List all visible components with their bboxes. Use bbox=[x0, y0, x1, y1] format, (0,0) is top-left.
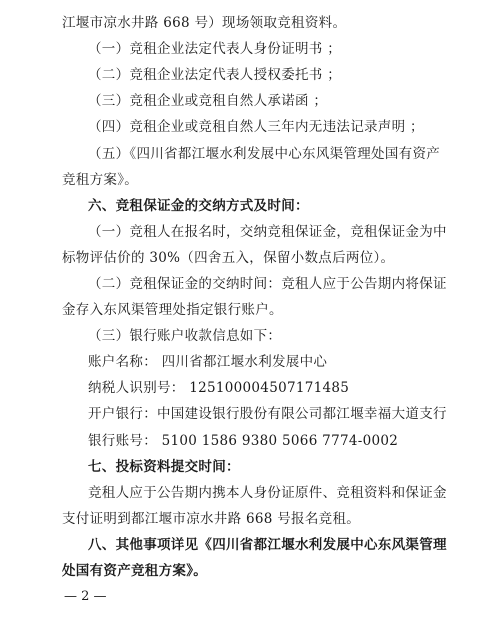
text-line: （一）竞租人在报名时，交纳竞租保证金，竞租保证金为中 bbox=[88, 223, 447, 240]
text-line: 竞租人应于公告期内携本人身份证原件、竞租资料和保证金 bbox=[88, 484, 447, 501]
text-line: （五）《四川省都江堰水利发展中心东风渠管理处国有资产 bbox=[88, 145, 441, 162]
section-heading: 八、其他事项详见《四川省都江堰水利发展中心东风渠管理 bbox=[88, 536, 447, 553]
text-line: 开户银行：中国建设银行股份有限公司都江堰幸福大道支行 bbox=[88, 406, 447, 423]
section-heading: 七、投标资料提交时间： bbox=[88, 458, 240, 475]
text-line: 金存入东风渠管理处指定银行账户。 bbox=[62, 302, 283, 318]
text-line: 标物评估价的 30%（四舍五入，保留小数点后两位）。 bbox=[62, 249, 395, 266]
text-line: 纳税人识别号： 125100004507171485 bbox=[88, 380, 350, 397]
text-line: （四）竞租企业或竞租自然人三年内无违法记录声明 ； bbox=[88, 119, 424, 136]
text-line: （二）竞租企业法定代表人授权委托书 ； bbox=[88, 67, 341, 84]
text-line: （一）竞租企业法定代表人身份证明书 ； bbox=[88, 41, 341, 58]
text-line: 竞租方案》。 bbox=[62, 171, 139, 188]
text-line: 支付证明到都江堰市凉水井路 668 号报名竞租。 bbox=[62, 510, 361, 527]
section-heading: 六、竞租保证金的交纳方式及时间： bbox=[88, 197, 309, 214]
text-line: 账户名称： 四川省都江堰水利发展中心 bbox=[88, 354, 328, 371]
text-line: 银行账号： 5100 1586 9380 5066 7774-0002 bbox=[88, 432, 399, 449]
text-line: （三）竞租企业或竞租自然人承诺函 ； bbox=[88, 93, 328, 110]
text-line: （二）竞租保证金的交纳时间：竞租人应于公告期内将保证 bbox=[88, 276, 447, 292]
text-line: 江堰市凉水井路 668 号）现场领取竞租资料。 bbox=[62, 15, 347, 31]
text-line: （三）银行账户收款信息如下： bbox=[88, 328, 282, 345]
page-number: — 2 — bbox=[64, 589, 107, 604]
section-heading: 处国有资产竞租方案》。 bbox=[62, 563, 208, 579]
